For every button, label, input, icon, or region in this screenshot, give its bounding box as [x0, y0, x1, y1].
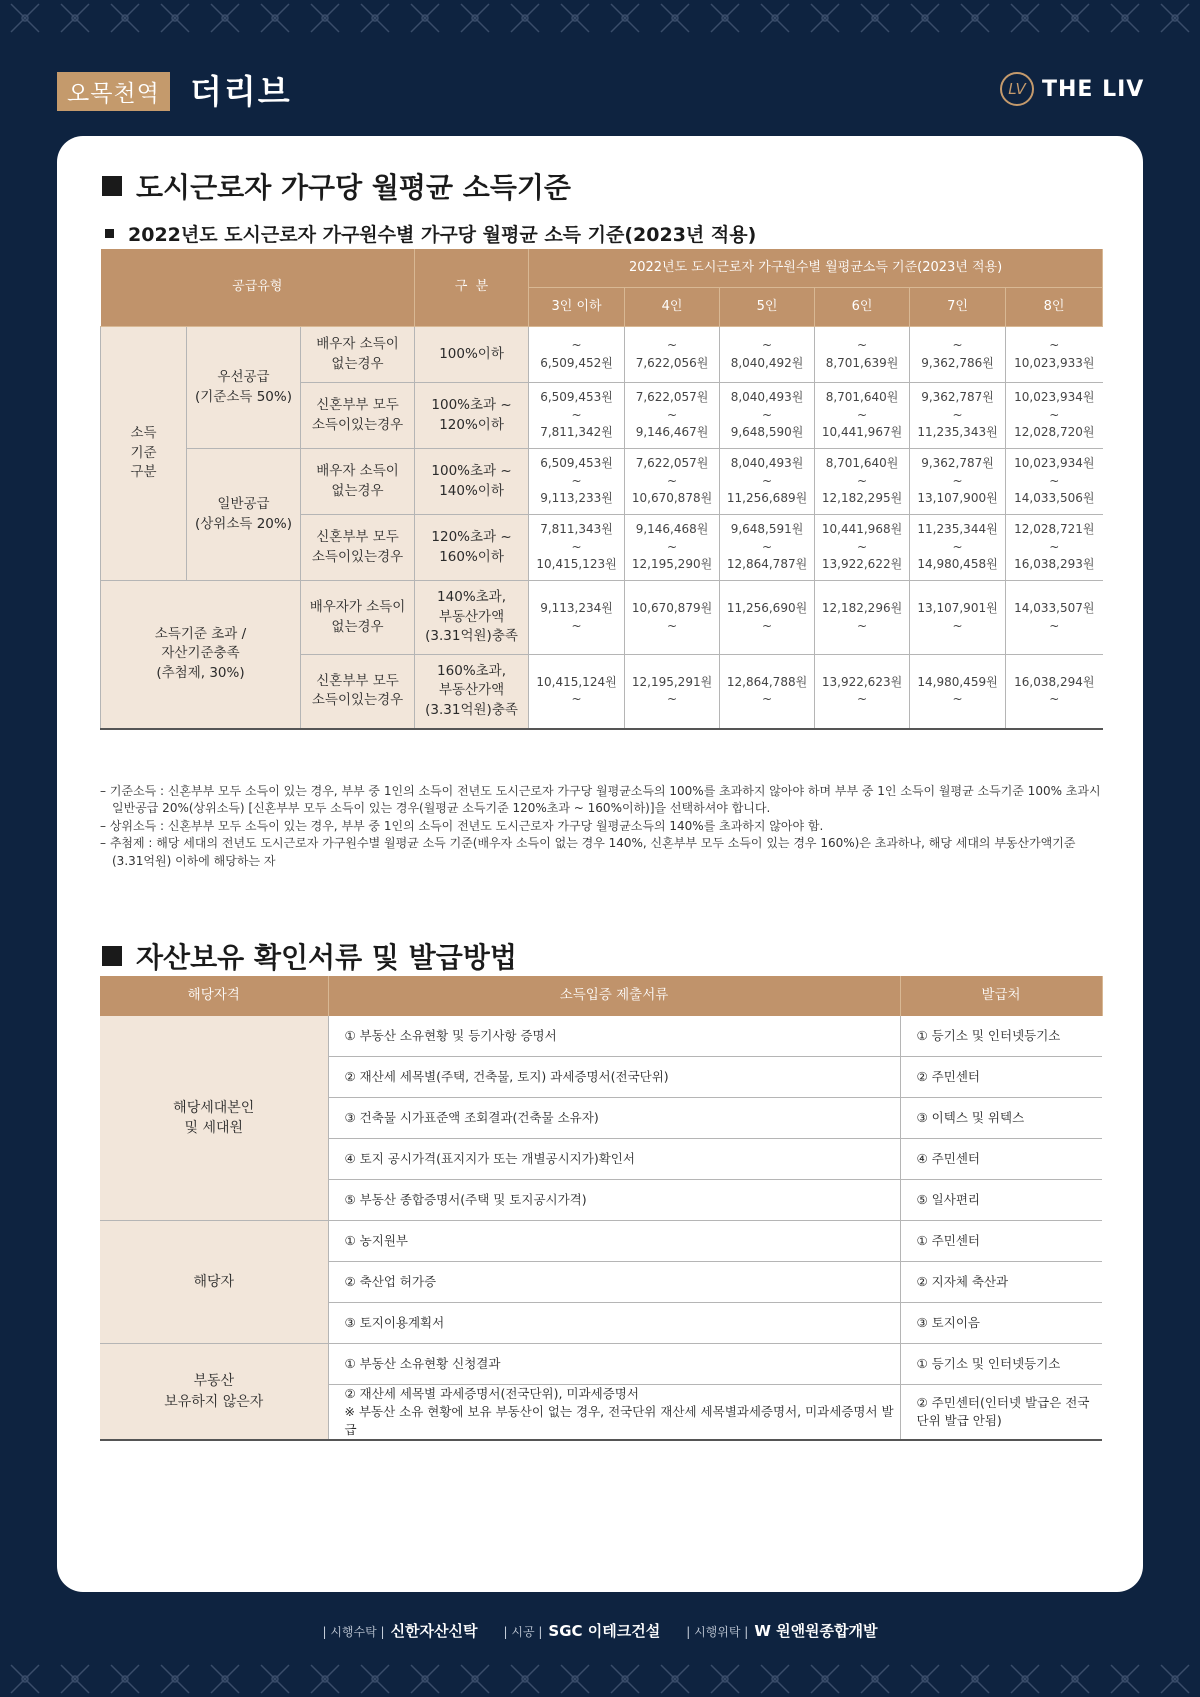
- footer-credit: [686, 1620, 877, 1641]
- income-value: 8,701,640원 ~ 12,182,295원: [815, 449, 910, 515]
- qualification-label: 해당자: [100, 1221, 328, 1344]
- document-item: ⑤ 부동산 종합증명서(주택 및 토지공시가격): [328, 1180, 900, 1221]
- issuer-item: ② 지자체 축산과: [900, 1262, 1102, 1303]
- footer-role: | 시행수탁 |: [322, 1625, 385, 1639]
- supply-priority: 우선공급 (기준소득 50%): [187, 327, 301, 449]
- square-bullet-icon: [102, 946, 122, 966]
- footer-credit: [504, 1620, 661, 1641]
- document-item: ② 재산세 세목별 과세증명서(전국단위), 미과세증명서 ※ 부동산 소유 현황에 보유 부동산이 없는 경우, 전국단위 재산세 세목별과세증명서, 미과세증명서 발급: [328, 1385, 900, 1441]
- footer: [0, 1620, 1200, 1641]
- issuer-item: ② 주민센터(인터넷 발급은 전국 단위 발급 안됨): [900, 1385, 1102, 1441]
- footer-name: W 원앤원종합개발: [754, 1622, 878, 1640]
- square-bullet-icon: [105, 229, 114, 238]
- income-value: 9,362,787원 ~ 11,235,343원: [910, 383, 1006, 449]
- income-value: 10,415,124원 ~: [529, 655, 625, 729]
- income-value: 12,864,788원 ~: [720, 655, 815, 729]
- note-line: – 상위소득 : 신혼부부 모두 소득이 있는 경우, 부부 중 1인의 소득이 전년도 도시근로자 가구당 월평균소득의 140%를 초과하지 않아야 함.: [100, 818, 824, 833]
- note-line: – 추첨제 : 해당 세대의 전년도 도시근로자 가구원수별 월평균 소득 기준(배우자 소득이 없는 경우 140%, 신혼부부 모두 소득이 있는 경우 160%)은 초과하나, 해당 세대의 부동산가액기준(3.31억원) 이하에 해당하는 자: [100, 836, 1076, 868]
- liv-mark-icon: LV: [1000, 72, 1034, 106]
- income-value: ~ 10,023,933원: [1006, 327, 1103, 383]
- footer-credit: [322, 1620, 477, 1641]
- issuer-item: ③ 토지이음: [900, 1303, 1102, 1344]
- doc-col-header: 발급처: [900, 976, 1102, 1016]
- document-table: [100, 976, 1103, 1441]
- issuer-item: ① 등기소 및 인터넷등기소: [900, 1344, 1102, 1385]
- income-value: 14,980,459원 ~: [910, 655, 1006, 729]
- brand-logo: [1000, 72, 1144, 106]
- income-value: 7,622,057원 ~ 10,670,878원: [625, 449, 720, 515]
- footer-name: 신한자산신탁: [390, 1622, 478, 1640]
- income-value: 13,107,901원 ~: [910, 581, 1006, 655]
- income-value: 7,811,343원 ~ 10,415,123원: [529, 515, 625, 581]
- section1-title: 도시근로자 가구당 월평균 소득기준: [102, 166, 571, 206]
- range-label: 100%초과 ~ 140%이하: [415, 449, 529, 515]
- income-value: 8,040,493원 ~ 11,256,689원: [720, 449, 815, 515]
- top-pattern: [0, 0, 1200, 36]
- range-label: 160%초과, 부동산가액 (3.31억원)충족: [415, 655, 529, 729]
- issuer-item: ① 등기소 및 인터넷등기소: [900, 1016, 1102, 1057]
- income-group-label: 소득 기준 구분: [101, 327, 187, 581]
- doc-col-header: 소득입증 제출서류: [328, 976, 900, 1016]
- income-value: 9,648,591원 ~ 12,864,787원: [720, 515, 815, 581]
- income-value: ~ 8,701,639원: [815, 327, 910, 383]
- logo-text: THE LIV: [1042, 76, 1145, 102]
- doc-col-header: 해당자격: [100, 976, 328, 1016]
- note-line: – 기준소득 : 신혼부부 모두 소득이 있는 경우, 부부 중 1인의 소득이 전년도 도시근로자 가구당 월평균소득의 100%를 초과하지 않아야 하며 부부 중 1인 소득이 월평균 소득기준 100% 초과시 일반공급 20%(상위소득) [신혼부부 모두 소득이 있는 경우(월평균 소득기준 120%초과 ~ 160%이하)]을 선택하셔야 합니다.: [100, 784, 1101, 816]
- case-label: 신혼부부 모두 소득이있는경우: [301, 383, 415, 449]
- income-value: 8,701,640원 ~ 10,441,967원: [815, 383, 910, 449]
- issuer-item: ③ 이텍스 및 위텍스: [900, 1098, 1102, 1139]
- footer-role: | 시행위탁 |: [686, 1625, 749, 1639]
- range-label: 100%이하: [415, 327, 529, 383]
- income-value: 14,033,507원 ~: [1006, 581, 1103, 655]
- qualification-label: 부동산 보유하지 않은자: [100, 1344, 328, 1441]
- document-item: ② 축산업 허가증: [328, 1262, 900, 1303]
- issuer-item: ⑤ 일사편리: [900, 1180, 1102, 1221]
- income-value: 8,040,493원 ~ 9,648,590원: [720, 383, 815, 449]
- section1-subtitle: 2022년도 도시근로자 가구원수별 가구당 월평균 소득 기준(2023년 적용): [105, 220, 756, 247]
- income-value: ~ 9,362,786원: [910, 327, 1006, 383]
- header-gubun: 구 분: [415, 249, 529, 327]
- income-value: 6,509,453원 ~ 9,113,233원: [529, 449, 625, 515]
- footer-name: SGC 이테크건설: [548, 1622, 661, 1640]
- income-value: 12,195,291원 ~: [625, 655, 720, 729]
- header-supply-type: 공급유형: [101, 249, 415, 327]
- document-item: ③ 토지이용계획서: [328, 1303, 900, 1344]
- notes: [100, 783, 1102, 870]
- supply-lottery: 소득기준 초과 / 자산기준충족 (추첨제, 30%): [101, 581, 301, 729]
- location-badge: 오목천역: [57, 72, 170, 111]
- income-value: 11,256,690원 ~: [720, 581, 815, 655]
- range-label: 100%초과 ~ 120%이하: [415, 383, 529, 449]
- col-header: 8인: [1006, 288, 1103, 327]
- content-card: [57, 136, 1143, 1592]
- income-value: ~ 7,622,056원: [625, 327, 720, 383]
- table-row: [100, 1221, 1102, 1262]
- col-header: 7인: [910, 288, 1006, 327]
- document-item: ① 농지원부: [328, 1221, 900, 1262]
- income-value: 9,113,234원 ~: [529, 581, 625, 655]
- section2-title: 자산보유 확인서류 및 발급방법: [102, 936, 517, 976]
- table-row: [101, 327, 1103, 383]
- issuer-item: ① 주민센터: [900, 1221, 1102, 1262]
- case-label: 배우자 소득이 없는경우: [301, 327, 415, 383]
- col-header: 3인 이하: [529, 288, 625, 327]
- document-item: ② 재산세 세목별(주택, 건축물, 토지) 과세증명서(전국단위): [328, 1057, 900, 1098]
- square-bullet-icon: [102, 176, 122, 196]
- issuer-item: ② 주민센터: [900, 1057, 1102, 1098]
- header-income-span: 2022년도 도시근로자 가구원수별 월평균소득 기준(2023년 적용): [529, 249, 1103, 288]
- income-value: 7,622,057원 ~ 9,146,467원: [625, 383, 720, 449]
- income-value: 10,670,879원 ~: [625, 581, 720, 655]
- case-label: 신혼부부 모두 소득이있는경우: [301, 655, 415, 729]
- income-value: ~ 6,509,452원: [529, 327, 625, 383]
- complex-title: 더리브: [190, 72, 292, 111]
- table-row: [100, 1016, 1102, 1057]
- income-value: 9,362,787원 ~ 13,107,900원: [910, 449, 1006, 515]
- document-item: ④ 토지 공시가격(표지지가 또는 개별공시지가)확인서: [328, 1139, 900, 1180]
- qualification-label: 해당세대본인 및 세대원: [100, 1016, 328, 1221]
- document-item: ① 부동산 소유현황 신청결과: [328, 1344, 900, 1385]
- income-value: 12,028,721원 ~ 16,038,293원: [1006, 515, 1103, 581]
- income-value: 10,023,934원 ~ 12,028,720원: [1006, 383, 1103, 449]
- table-row: [100, 1344, 1102, 1385]
- bottom-pattern: [0, 1661, 1200, 1697]
- case-label: 배우자가 소득이 없는경우: [301, 581, 415, 655]
- col-header: 4인: [625, 288, 720, 327]
- case-label: 신혼부부 모두 소득이있는경우: [301, 515, 415, 581]
- document-item: ③ 건축물 시가표준액 조회결과(건축물 소유자): [328, 1098, 900, 1139]
- income-value: 10,441,968원 ~ 13,922,622원: [815, 515, 910, 581]
- income-value: 11,235,344원 ~ 14,980,458원: [910, 515, 1006, 581]
- range-label: 140%초과, 부동산가액 (3.31억원)충족: [415, 581, 529, 655]
- range-label: 120%초과 ~ 160%이하: [415, 515, 529, 581]
- income-value: 12,182,296원 ~: [815, 581, 910, 655]
- table-row: [101, 449, 1103, 515]
- income-value: 9,146,468원 ~ 12,195,290원: [625, 515, 720, 581]
- col-header: 6인: [815, 288, 910, 327]
- case-label: 배우자 소득이 없는경우: [301, 449, 415, 515]
- issuer-item: ④ 주민센터: [900, 1139, 1102, 1180]
- supply-general: 일반공급 (상위소득 20%): [187, 449, 301, 581]
- footer-role: | 시공 |: [503, 1625, 543, 1639]
- document-item: ① 부동산 소유현황 및 등기사항 증명서: [328, 1016, 900, 1057]
- col-header: 5인: [720, 288, 815, 327]
- income-table: [100, 249, 1103, 730]
- income-value: 16,038,294원 ~: [1006, 655, 1103, 729]
- income-value: 13,922,623원 ~: [815, 655, 910, 729]
- income-value: ~ 8,040,492원: [720, 327, 815, 383]
- income-value: 6,509,453원 ~ 7,811,342원: [529, 383, 625, 449]
- table-row: [101, 581, 1103, 655]
- income-value: 10,023,934원 ~ 14,033,506원: [1006, 449, 1103, 515]
